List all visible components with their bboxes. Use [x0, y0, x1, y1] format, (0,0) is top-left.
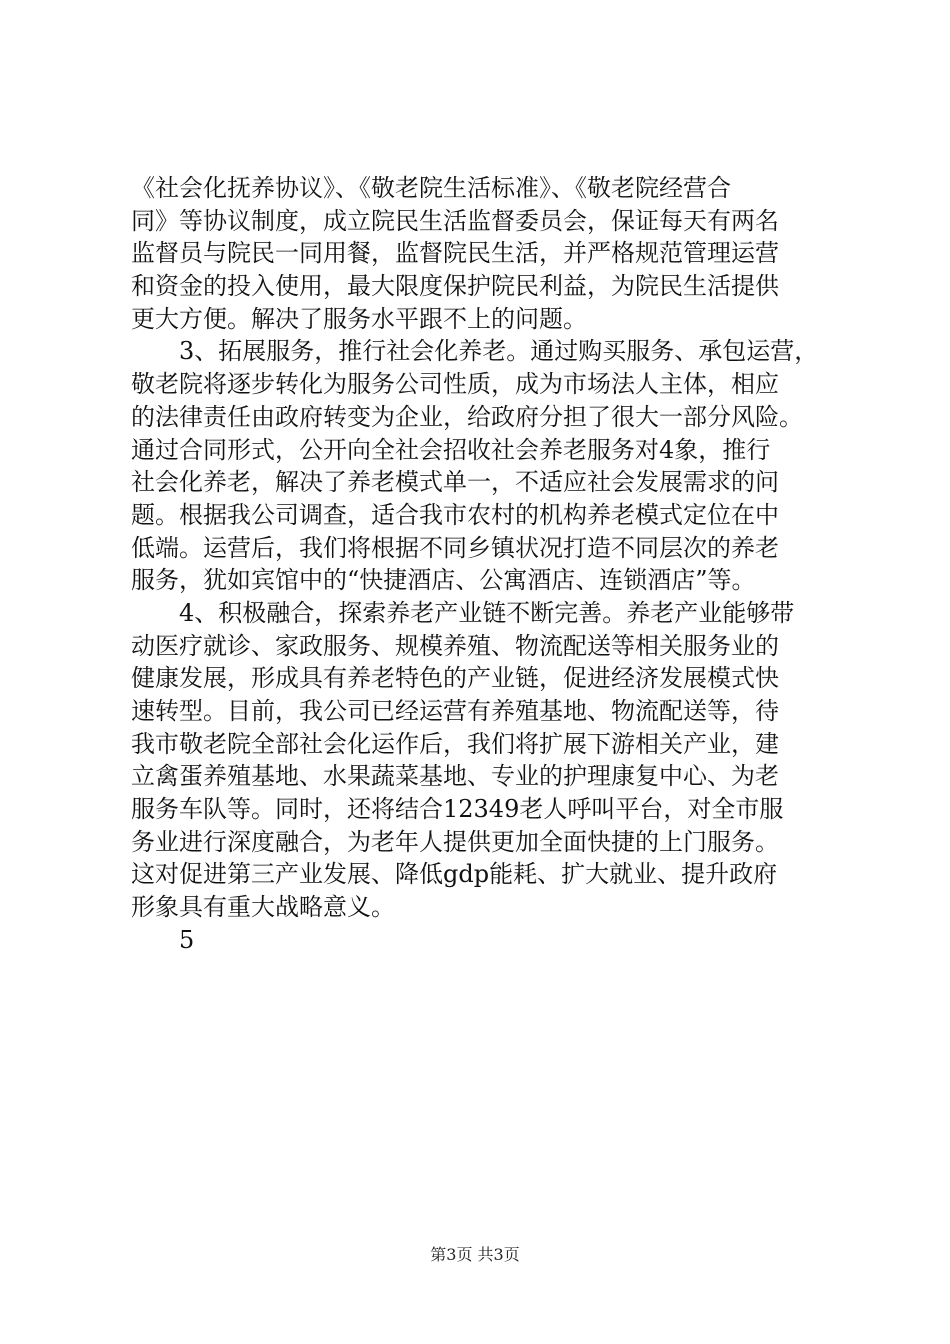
- paragraph-item-3: [131, 335, 831, 597]
- text-line: 速转型。目前，我公司已经运营有养殖基地、物流配送等，待: [131, 697, 779, 725]
- page-footer: [0, 1243, 950, 1267]
- text-line: 低端。运营后，我们将根据不同乡镇状况打造不同层次的养老: [131, 533, 779, 562]
- text-line: 这对促进第三产业发展、降低gdp能耗、扩大就业、提升政府: [131, 860, 778, 889]
- text-line: 健康发展，形成具有养老特色的产业链，促进经济发展模式快: [131, 664, 779, 693]
- text-line: 《社会化抚养协议》、《敬老院生活标准》、《敬老院经营合: [131, 174, 731, 202]
- text-line: 形象具有重大战略意义。: [131, 893, 395, 922]
- text-line: 的法律责任由政府转变为企业，给政府分担了很大一部分风险。: [131, 402, 803, 431]
- text-line: 动医疗就诊、家政服务、规模养殖、物流配送等相关服务业的: [131, 631, 779, 660]
- page-number-label: 第3页 共3页: [430, 1245, 520, 1264]
- text-line: 务业进行深度融合，为老年人提供更加全面快捷的上门服务。: [131, 827, 779, 856]
- text-line: 立禽蛋养殖基地、水果蔬菜基地、专业的护理康复中心、为老: [131, 762, 779, 791]
- text-line: 更大方便。解决了服务水平跟不上的问题。: [131, 304, 587, 333]
- text-line: 服务，犹如宾馆中的“快捷酒店、公寓酒店、连锁酒店”等。: [131, 566, 756, 595]
- document-body: [131, 172, 831, 957]
- text-line: 和资金的投入使用，最大限度保护院民利益，为院民生活提供: [131, 272, 779, 301]
- text-line: 敬老院将逐步转化为服务公司性质，成为市场法人主体，相应: [131, 370, 779, 399]
- text-line: 4、积极融合，探索养老产业链不断完善。养老产业能够带: [179, 598, 795, 627]
- text-line: 监督员与院民一同用餐，监督院民生活，并严格规范管理运营: [131, 239, 779, 268]
- text-line: 通过合同形式，公开向全社会招收社会养老服务对4象，推行: [131, 435, 771, 464]
- text-line: 3、拓展服务，推行社会化养老。通过购买服务、承包运营，: [179, 337, 819, 366]
- text-line: 我市敬老院全部社会化运作后，我们将扩展下游相关产业，建: [131, 729, 779, 758]
- text-line: 同》等协议制度，成立院民生活监督委员会，保证每天有两名: [131, 206, 779, 235]
- text-line: 服务车队等。同时，还将结合12349老人呼叫平台，对全市服: [131, 795, 784, 824]
- text-line: 5: [179, 925, 195, 954]
- text-line: 题。根据我公司调查，适合我市农村的机构养老模式定位在中: [131, 500, 779, 529]
- text-line: 社会化养老，解决了养老模式单一，不适应社会发展需求的问: [131, 468, 779, 497]
- paragraph-item-5: [131, 924, 831, 957]
- paragraph-item-4: [131, 597, 831, 924]
- paragraph-continuation: [131, 172, 831, 335]
